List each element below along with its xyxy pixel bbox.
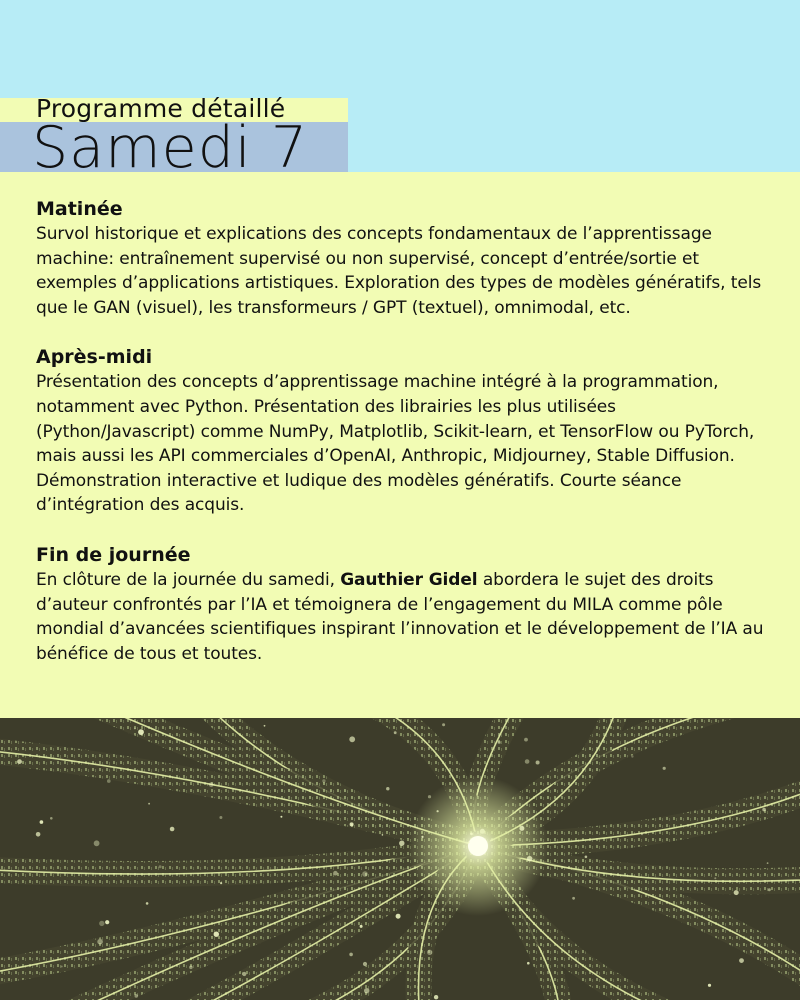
- neural-network-illustration: [0, 718, 800, 1000]
- light-particle: [382, 834, 384, 836]
- light-particle: [213, 987, 215, 989]
- light-particle: [138, 729, 144, 735]
- light-particle: [734, 890, 739, 895]
- section-title: Fin de journée: [36, 543, 191, 566]
- light-particle: [631, 755, 633, 757]
- light-particle: [391, 875, 393, 877]
- light-particle: [264, 725, 266, 727]
- light-particle: [97, 939, 103, 945]
- light-particle: [767, 862, 769, 864]
- light-particle: [189, 966, 193, 970]
- section-text: Survol historique et explications des concepts fondamentaux de l’apprentissage machine: entraînement supervisé ou non supervisé, concept d’entrée/sortie et exemples d’applications artistiques. Exploration des types de modèles génératifs, tels que le GAN (visuel), les transformeurs / GPT (textuel), omnimodal, etc.: [36, 224, 762, 318]
- light-particle: [214, 932, 219, 937]
- light-particle: [242, 972, 246, 976]
- light-particle: [437, 810, 439, 812]
- light-particle: [421, 836, 423, 838]
- light-particle: [105, 920, 109, 924]
- light-particle: [480, 829, 485, 834]
- light-particle: [641, 833, 643, 835]
- light-particle: [585, 856, 588, 859]
- section-apres-midi: [36, 344, 780, 518]
- light-particle: [524, 738, 528, 742]
- light-particle: [527, 856, 533, 862]
- light-particle: [525, 759, 530, 764]
- light-particle: [349, 736, 355, 742]
- light-particle: [146, 902, 149, 905]
- light-particle: [714, 877, 716, 879]
- light-particle: [572, 897, 575, 900]
- light-particle: [220, 882, 222, 884]
- light-particle: [399, 841, 404, 846]
- light-particle: [170, 827, 175, 832]
- light-particle: [498, 741, 501, 744]
- light-particle: [527, 962, 530, 965]
- light-particle: [36, 832, 41, 837]
- light-particle: [663, 767, 666, 770]
- program-content: [36, 196, 780, 690]
- central-node: [468, 836, 488, 856]
- light-particle: [40, 820, 44, 824]
- data-streams-graphic: [0, 718, 800, 1000]
- light-particle: [762, 808, 766, 812]
- light-particle: [442, 723, 445, 726]
- light-particle: [468, 841, 470, 843]
- light-particle: [349, 953, 353, 957]
- light-particle: [739, 958, 744, 963]
- light-particle: [708, 984, 711, 987]
- light-particle: [360, 925, 363, 928]
- light-particle: [107, 779, 111, 783]
- light-particle: [364, 988, 369, 993]
- light-particle: [99, 921, 104, 926]
- light-particle: [362, 871, 368, 877]
- light-particle: [322, 779, 325, 782]
- light-particle: [17, 759, 22, 764]
- text-rest: abordera le sujet des droits d’auteur confrontés par l’IA et témoignera de l’engagement du MILA comme pôle mondial d’avancées scientifiques inspirant l’innovation et le développement de l’IA au bénéfice de tous et toutes.: [36, 569, 764, 664]
- page-title: Samedi 7: [32, 115, 309, 181]
- section-text: Présentation des concepts d’apprentissage machine intégré à la programmation, notamment avec Python. Présentation des librairies les plus utilisées (Python/Javascript) comme NumPy, Matplotlib, Scikit-learn, et TensorFlow ou PyTorch, mais aussi les API commerciales d’OpenAI, Anthropic, Midjourney, Stable Diffusion. Démonstration interactive et ludique des modèles génératifs. Courte séance d’intégration des acquis.: [36, 372, 755, 516]
- light-particle: [427, 950, 432, 955]
- light-particle: [134, 728, 136, 730]
- light-particle: [61, 966, 63, 968]
- light-particle: [354, 860, 356, 862]
- light-particle: [470, 833, 473, 836]
- section-title: Matinée: [36, 198, 123, 220]
- light-particle: [280, 816, 282, 818]
- section-text: [36, 568, 780, 666]
- section-fin-de-journee: [36, 542, 780, 666]
- text-intro: En clôture de la journée du samedi,: [36, 569, 341, 590]
- light-particle: [536, 761, 540, 765]
- light-particle: [434, 995, 438, 999]
- light-particle: [519, 826, 524, 831]
- light-particle: [159, 865, 162, 868]
- speaker-name: Gauthier Gidel: [340, 569, 478, 590]
- light-particle: [350, 822, 354, 826]
- light-particle: [50, 817, 53, 820]
- light-particle: [396, 914, 401, 919]
- section-title: Après-midi: [36, 346, 153, 369]
- light-particle: [209, 782, 214, 787]
- light-particle: [148, 803, 150, 805]
- section-matinee: [36, 196, 780, 320]
- light-particle: [219, 816, 222, 819]
- light-particle: [135, 994, 139, 998]
- light-particle: [386, 787, 389, 790]
- light-particle: [363, 962, 367, 966]
- light-particle: [394, 731, 397, 734]
- light-particle: [768, 888, 771, 891]
- light-particle: [333, 871, 338, 876]
- light-particle: [428, 795, 431, 798]
- programme-subtitle: Programme détaillé: [36, 94, 286, 123]
- light-particle: [94, 840, 100, 846]
